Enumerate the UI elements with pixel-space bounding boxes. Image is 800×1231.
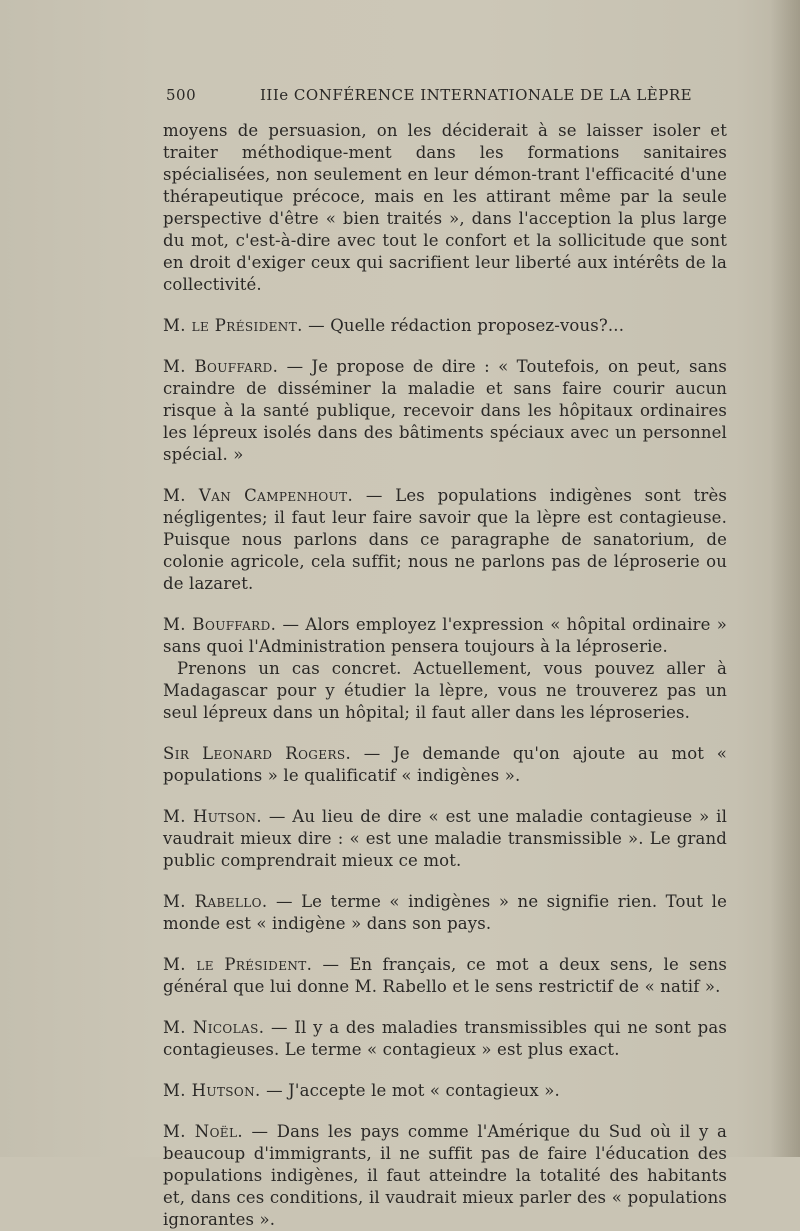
paragraph [163, 485, 727, 595]
paragraph-text: — Je demande qu'on ajoute au mot « populations » le qualificatif « indigènes ». [163, 744, 727, 785]
speaker-name: M. Van Campenhout. [163, 486, 354, 505]
paragraph [163, 954, 727, 998]
paragraph-text: Prenons un cas concret. Actuellement, vous pouvez aller à Madagascar pour y étudier la lèpre, vous ne trouverez pas un seul lépreux dans un hôpital; il faut aller dans les léproseries. [163, 659, 727, 722]
paragraph [163, 743, 727, 787]
paragraph [163, 1080, 727, 1102]
paragraph-text: — Les populations indigènes sont très négligentes; il faut leur faire savoir que la lèpre est contagieuse. Puisque nous parlons dans ce paragraphe de sanatorium, de colonie agricole, cela suffit; nous ne parlons pas de léproserie ou de lazaret. [163, 486, 727, 593]
paragraph [163, 614, 727, 658]
paragraph-text: — J'accepte le mot « contagieux ». [260, 1081, 560, 1100]
paragraph-text: — Alors employez l'expression « hôpital ordinaire » sans quoi l'Administration pensera toujours à la léproserie. [163, 615, 727, 656]
paragraph-text: — Quelle rédaction proposez-vous?... [302, 316, 625, 335]
paragraph [163, 1017, 727, 1061]
body-text [163, 120, 727, 1231]
paragraph-text: — Le terme « indigènes » ne signifie rien. Tout le monde est « indigène » dans son pays. [163, 892, 727, 933]
running-header [166, 86, 693, 108]
page-edge-shadow [770, 0, 800, 1157]
paragraph [163, 806, 727, 872]
paragraph-text: — Il y a des maladies transmissibles qui ne sont pas contagieuses. Le terme « contagieux » est plus exact. [163, 1018, 727, 1059]
speaker-name: Sir Leonard Rogers. [163, 744, 352, 763]
paragraph-text: moyens de persuasion, on les déciderait à se laisser isoler et traiter méthodique-ment dans les formations sanitaires spécialisées, non seulement en leur démon-trant l'efficacité d'une thérapeutique précoce, mais en les attirant même par la seule perspective d'être « bien traités », dans l'acception la plus large du mot, c'est-à-dire avec tout le confort et la sollicitude que sont en droit d'exiger ceux qui sacrifient leur liberté aux intérêts de la collectivité. [163, 121, 727, 294]
speaker-name: M. Nicolas. [163, 1018, 265, 1037]
speaker-name: M. le Président. [163, 955, 313, 974]
page-number: 500 [166, 86, 197, 104]
paragraph [163, 658, 727, 724]
paragraph [163, 1121, 727, 1231]
speaker-name: M. Noël. [163, 1122, 243, 1141]
paragraph [163, 891, 727, 935]
paragraph-text: — Au lieu de dire « est une maladie contagieuse » il vaudrait mieux dire : « est une maladie transmissible ». Le grand public comprendrait mieux ce mot. [163, 807, 727, 870]
paragraph [163, 315, 727, 337]
paragraph-text: — Je propose de dire : « Toutefois, on peut, sans craindre de disséminer la maladie et sans faire courir aucun risque à la santé publique, recevoir dans les hôpitaux ordinaires les lépreux isolés dans des bâtiments spéciaux avec un personnel spécial. » [163, 357, 728, 464]
speaker-name: M. Bouffard. [163, 615, 277, 634]
speaker-name: M. Bouffard. [163, 357, 279, 376]
paragraph [163, 356, 727, 466]
speaker-name: M. Hutson. [163, 807, 263, 826]
paragraph-text: — Dans les pays comme l'Amérique du Sud où il y a beaucoup d'immigrants, il ne suffit pas de faire l'éducation des populations indigènes, il faut atteindre la totalité des habitants et, dans ces conditions, il vaudrait mieux parler des « populations ignorantes ». [163, 1122, 727, 1229]
speaker-name: M. Hutson. [163, 1081, 261, 1100]
paragraph [163, 120, 727, 296]
speaker-name: M. Rabello. [163, 892, 268, 911]
running-title: IIIe CONFÉRENCE INTERNATIONALE DE LA LÈPRE [260, 86, 693, 104]
paragraph-text: — En français, ce mot a deux sens, le sens général que lui donne M. Rabello et le sens restrictif de « natif ». [163, 955, 727, 996]
speaker-name: M. le Président. [163, 316, 303, 335]
